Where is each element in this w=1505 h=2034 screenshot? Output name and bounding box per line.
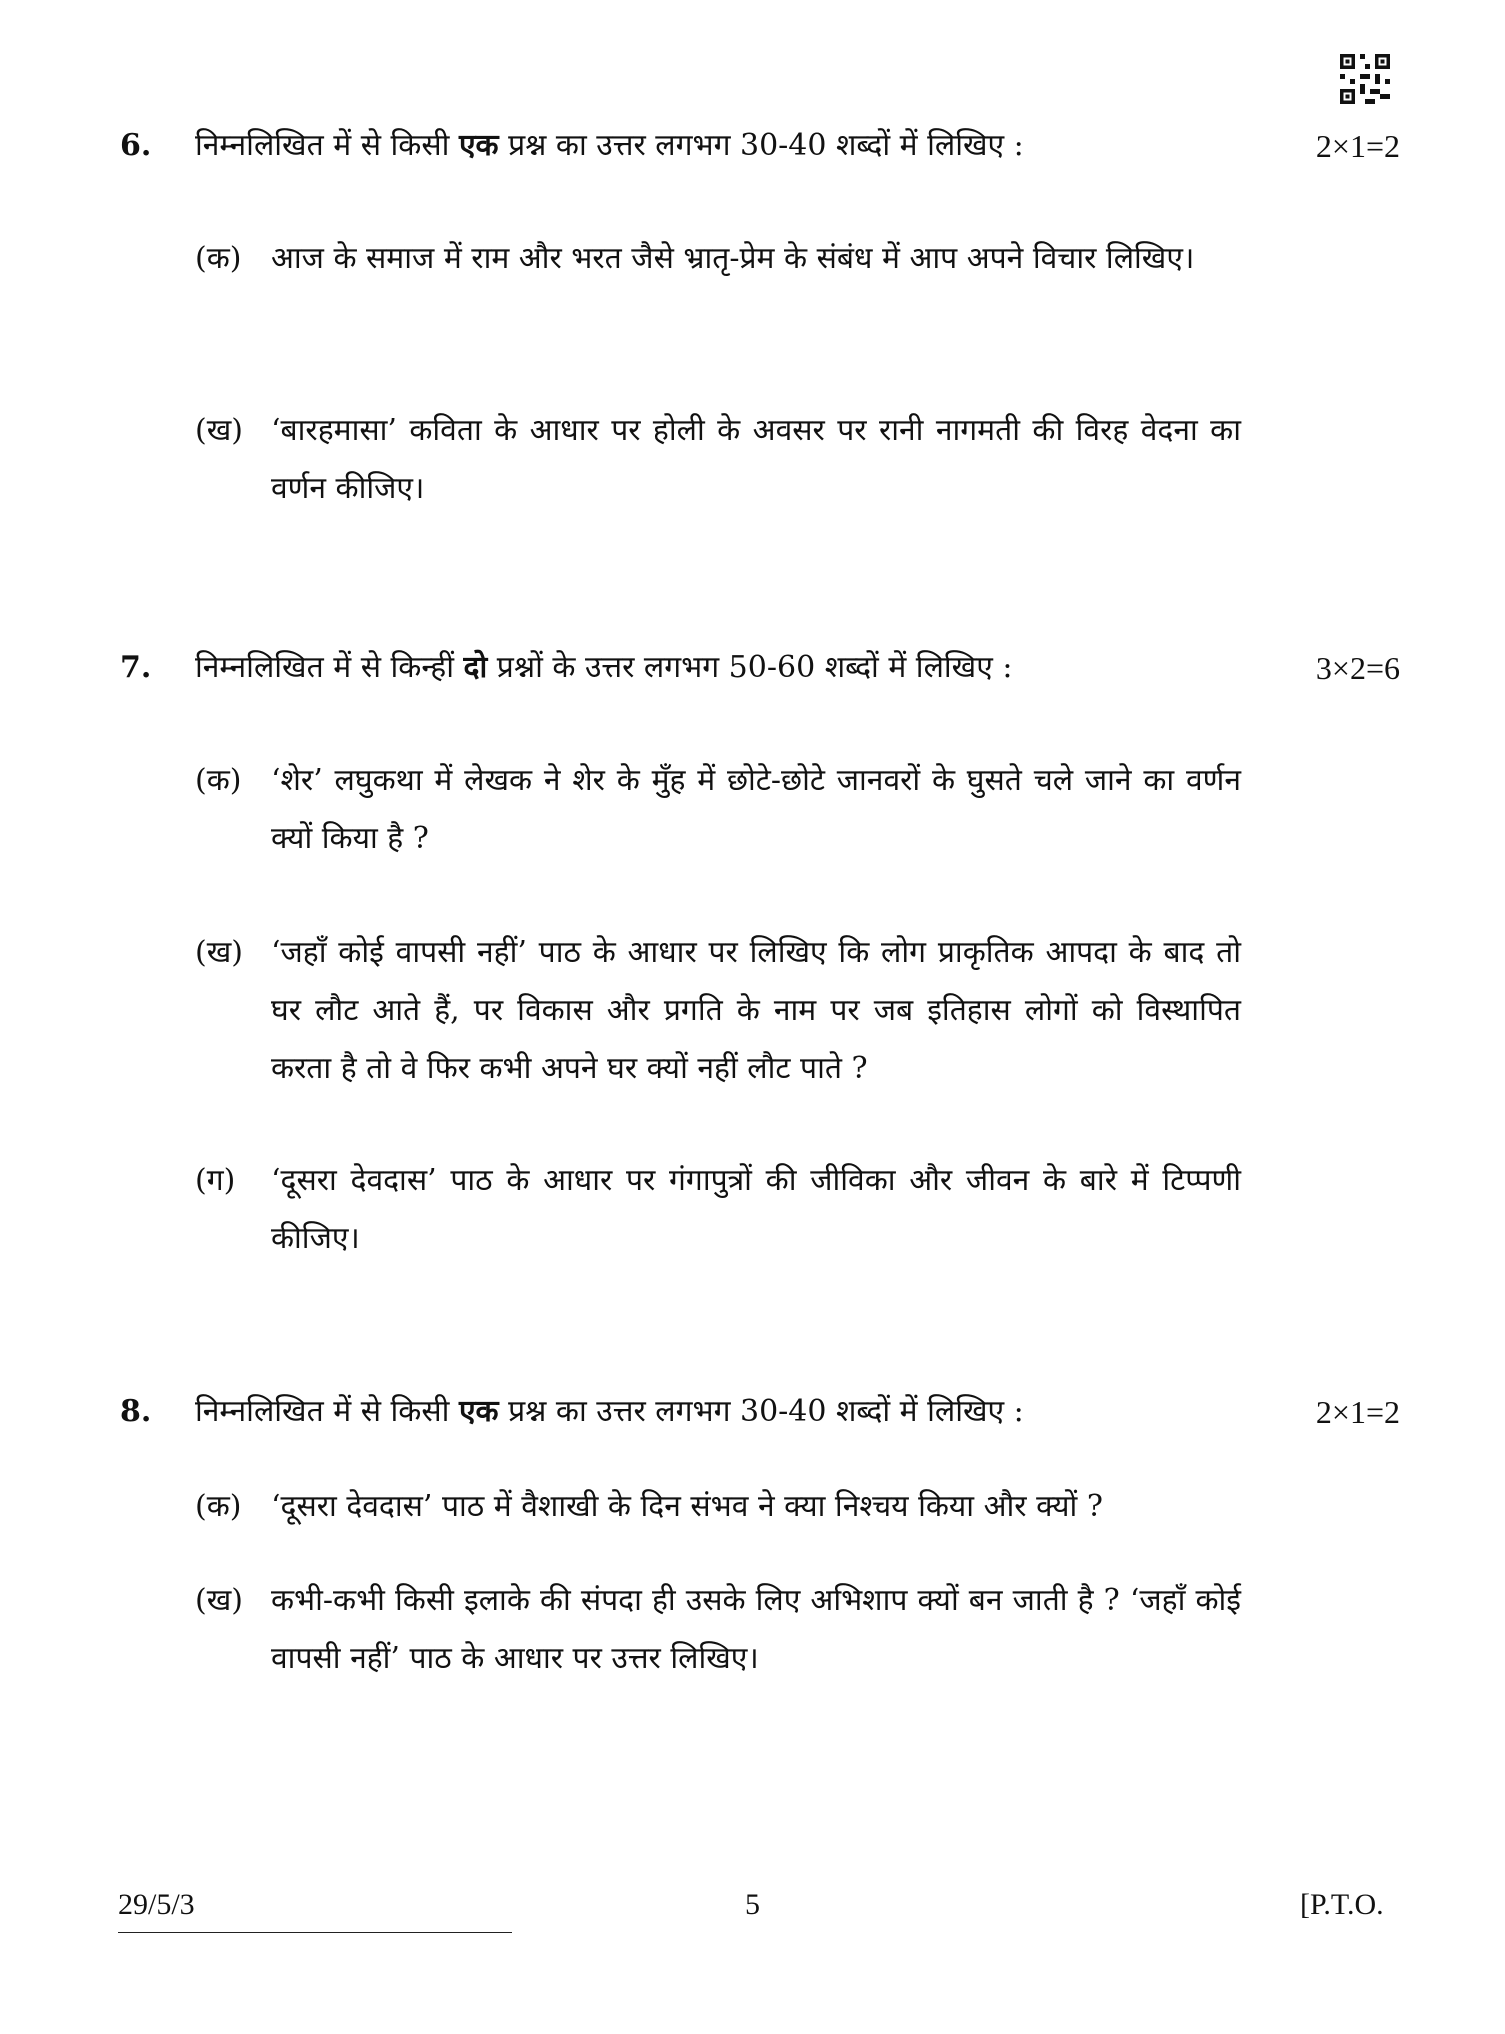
option-label: (क): [195, 763, 242, 798]
question-number: 8.: [120, 1394, 152, 1429]
option-text: ‘जहाँ कोई वापसी नहीं’ पाठ के आधार पर लिखिए कि लोग प्राकृतिक आपदा के बाद तो घर लौट आते हैं, पर विकास और प्रगति के नाम पर जब इतिहास लोगों को विस्थापित करता है तो वे फिर कभी अपने घर क्यों नहीं लौट पाते ?: [271, 935, 1241, 1086]
option-label: (ख): [195, 413, 243, 448]
question-instruction: निम्नलिखित में से किसी एक प्रश्न का उत्तर लगभग 30-40 शब्दों में लिखिए :: [195, 128, 1024, 163]
q6-option-kha: [195, 402, 1245, 518]
question-marks: 2×1=2: [1315, 128, 1400, 164]
option-label: (ग): [195, 1163, 236, 1198]
question-instruction: निम्नलिखित में से किन्हीं दो प्रश्नों के उत्तर लगभग 50-60 शब्दों में लिखिए :: [195, 650, 1013, 685]
option-text: ‘दूसरा देवदास’ पाठ के आधार पर गंगापुत्रों की जीविका और जीवन के बारे में टिप्पणी कीजिए।: [271, 1163, 1241, 1256]
option-label: (ख): [195, 1583, 243, 1618]
option-label: (ख): [195, 935, 243, 970]
option-label: (क): [195, 241, 242, 276]
option-text: ‘बारहमासा’ कविता के आधार पर होली के अवसर पर रानी नागमती की विरह वेदना का वर्णन कीजिए।: [271, 413, 1241, 506]
paper-code: 29/5/3: [118, 1888, 195, 1921]
question-marks: 3×2=6: [1315, 650, 1400, 686]
q8-option-kha: [195, 1572, 1245, 1688]
q8-option-ka: [195, 1478, 1245, 1536]
footer-divider: [118, 1932, 512, 1933]
option-text: कभी-कभी किसी इलाके की संपदा ही उसके लिए अभिशाप क्यों बन जाती है ? ‘जहाँ कोई वापसी नहीं’ पाठ के आधार पर उत्तर लिखिए।: [271, 1583, 1241, 1676]
page-number: 5: [745, 1888, 760, 1921]
question-number: 7.: [120, 650, 152, 685]
option-text: ‘शेर’ लघुकथा में लेखक ने शेर के मुँह में छोटे-छोटे जानवरों के घुसते चले जाने का वर्णन क्यों किया है ?: [271, 763, 1241, 856]
question-marks: 2×1=2: [1315, 1394, 1400, 1430]
question-instruction: निम्नलिखित में से किसी एक प्रश्न का उत्तर लगभग 30-40 शब्दों में लिखिए :: [195, 1394, 1024, 1429]
option-text: ‘दूसरा देवदास’ पाठ में वैशाखी के दिन संभव ने क्या निश्चय किया और क्यों ?: [271, 1489, 1103, 1524]
question-number: 6.: [120, 128, 152, 163]
q6-option-ka: [195, 230, 1245, 288]
q7-option-ga: [195, 1152, 1245, 1268]
q7-option-ka: [195, 752, 1245, 868]
q7-option-kha: [195, 924, 1245, 1098]
option-text: आज के समाज में राम और भरत जैसे भ्रातृ-प्रेम के संबंध में आप अपने विचार लिखिए।: [271, 241, 1195, 276]
pto-label: [P.T.O.: [1300, 1888, 1384, 1921]
qr-code-icon: [1340, 54, 1390, 104]
option-label: (क): [195, 1489, 242, 1524]
